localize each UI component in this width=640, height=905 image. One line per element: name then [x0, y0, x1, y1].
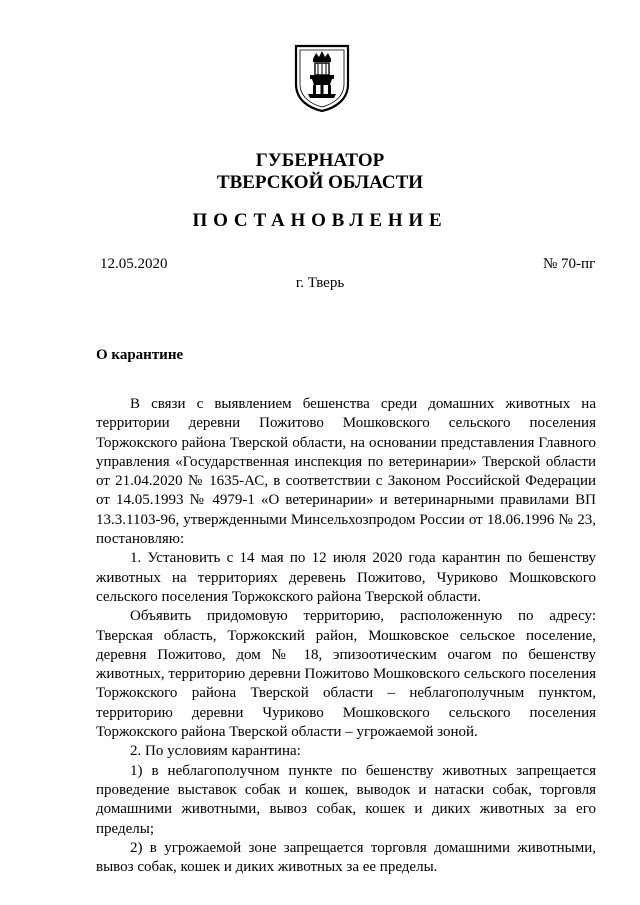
paragraph-declaration: Объявить придомовую территорию, расположенную по адресу: Тверская область, Торжокский район, Мошковское сельское поселение, деревня Пожитово, дом № 18, эпизоотическим очагом по бешенству животных, территорию деревни Пожитово Мошковского сельского поселения Торжокского района Тверской области – неблагополучным пунктом, территорию деревни Чуриково Мошковского сельского поселения Торжокского района Тверской области – угрожаемой зоной.: [96, 608, 596, 741]
document-title: О карантине: [96, 347, 184, 363]
paragraph-item-1: 1. Установить с 14 мая по 12 июля 2020 года карантин по бешенству животных на территориях деревень Пожитово, Чуриково Мошковского сельского поселения Торжокского района Тверской области.: [96, 550, 596, 605]
org-title-line1: ГУБЕРНАТОР: [255, 150, 385, 171]
document-body: [96, 395, 596, 877]
document-city: г. Тверь: [295, 275, 345, 291]
paragraph-subitem-1: 1) в неблагополучном пункте по бешенству животных запрещается проведение выставок собак и кошек, выводок и натаски собак, торговля домашними животными, вывоз собак, кошек и диких животных за его пределы;: [96, 762, 596, 837]
document-date: 12.05.2020: [100, 256, 168, 272]
document-number: № 70-пг: [543, 256, 596, 272]
paragraph-subitem-2: 2) в угрожаемой зоне запрещается торговля домашними животными, вывоз собак, кошек и диких животных за ее пределы.: [96, 839, 596, 876]
document-type: ПОСТАНОВЛЕНИЕ: [192, 210, 448, 231]
paragraph-item-2: 2. По условиям карантина:: [130, 743, 301, 760]
paragraph-preamble: В связи с выявлением бешенства среди домашних животных на территории деревни Пожитово Мошковского сельского поселения Торжокского района Тверской области, на основании представления Главного управления «Государственная инспекция по ветеринарии» Тверской области от 21.04.2020 № 1635-АС, в соответствии с Законом Российской Федерации от 14.05.1993 № 4979-1 «О ветеринарии» и ветеринарными правилами ВП 13.3.1103-96, утвержденными Минсельхозпродом России от 18.06.1996 № 23, постановляю:: [96, 396, 596, 548]
org-title-line2: ТВЕРСКОЙ ОБЛАСТИ: [216, 172, 424, 193]
coat-of-arms-emblem: [293, 44, 351, 112]
